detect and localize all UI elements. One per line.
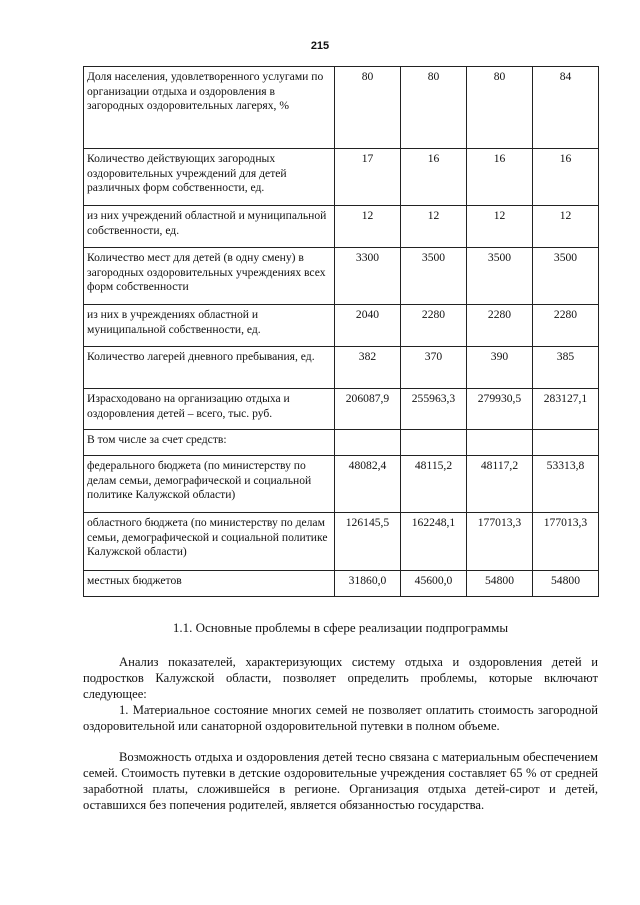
row-value: 53313,8 <box>533 456 599 513</box>
body-paragraph: Возможность отдыха и оздоровления детей тесно связана с материальным обеспечением семей. Стоимость путевки в детские оздоровительные учреждения составляет 65 % от средней заработной платы, сложившейся в регионе. Организация отдыха детей-сирот и детей, оставшихся без попечения родителей, является обязанностью государства. <box>83 750 598 812</box>
row-value: 126145,5 <box>335 513 401 571</box>
row-value: 3300 <box>335 248 401 305</box>
table-row <box>84 248 599 305</box>
row-value: 54800 <box>467 571 533 597</box>
table-row <box>84 430 599 456</box>
row-value: 385 <box>533 347 599 389</box>
row-value: 370 <box>401 347 467 389</box>
indicators-table <box>83 66 599 597</box>
section-heading: 1.1. Основные проблемы в сфере реализации подпрограммы <box>172 620 509 635</box>
row-value: 48115,2 <box>401 456 467 513</box>
row-value: 84 <box>533 67 599 149</box>
table-row <box>84 571 599 597</box>
row-label: из них учреждений областной и муниципальной собственности, ед. <box>84 206 335 248</box>
table-row <box>84 513 599 571</box>
row-value: 177013,3 <box>533 513 599 571</box>
row-label: Количество мест для детей (в одну смену) в загородных оздоровительных учреждениях всех форм собственности <box>84 248 335 305</box>
row-value: 2280 <box>533 305 599 347</box>
row-label: из них в учреждениях областной и муниципальной собственности, ед. <box>84 305 335 347</box>
row-label: В том числе за счет средств: <box>84 430 335 456</box>
row-value: 177013,3 <box>467 513 533 571</box>
row-value: 17 <box>335 149 401 206</box>
body-paragraph: Анализ показателей, характеризующих систему отдыха и оздоровления детей и подростков Калужской области, позволяет определить проблемы, которые включают следующее: <box>83 655 598 701</box>
row-value: 12 <box>467 206 533 248</box>
row-value: 2280 <box>467 305 533 347</box>
row-label: Количество лагерей дневного пребывания, ед. <box>84 347 335 389</box>
row-value: 3500 <box>467 248 533 305</box>
table-row <box>84 347 599 389</box>
row-value: 390 <box>467 347 533 389</box>
row-value: 16 <box>467 149 533 206</box>
row-label: Доля населения, удовлетворенного услугами по организации отдыха и оздоровления в загородных оздоровительных лагерях, % <box>84 67 335 149</box>
table-row <box>84 389 599 430</box>
row-label: областного бюджета (по министерству по делам семьи, демографической и социальной политике Калужской области) <box>84 513 335 571</box>
row-value: 283127,1 <box>533 389 599 430</box>
row-value: 162248,1 <box>401 513 467 571</box>
page-number: 215 <box>310 40 330 52</box>
row-value: 12 <box>401 206 467 248</box>
row-value: 2040 <box>335 305 401 347</box>
row-label: Количество действующих загородных оздоровительных учреждений для детей различных форм собственности, ед. <box>84 149 335 206</box>
row-value: 54800 <box>533 571 599 597</box>
row-value <box>401 430 467 456</box>
row-value: 3500 <box>401 248 467 305</box>
row-value: 279930,5 <box>467 389 533 430</box>
row-value: 80 <box>401 67 467 149</box>
row-value: 3500 <box>533 248 599 305</box>
row-value: 16 <box>401 149 467 206</box>
row-value: 80 <box>467 67 533 149</box>
body-paragraph: 1. Материальное состояние многих семей не позволяет оплатить стоимость загородной оздоровительной или санаторной оздоровительной путевки в полном объеме. <box>83 703 598 733</box>
row-value <box>335 430 401 456</box>
row-value <box>467 430 533 456</box>
row-label: Израсходовано на организацию отдыха и оздоровления детей – всего, тыс. руб. <box>84 389 335 430</box>
row-value: 12 <box>533 206 599 248</box>
row-value: 31860,0 <box>335 571 401 597</box>
table-row <box>84 67 599 149</box>
row-value: 80 <box>335 67 401 149</box>
row-value: 16 <box>533 149 599 206</box>
row-value: 255963,3 <box>401 389 467 430</box>
row-value: 12 <box>335 206 401 248</box>
row-value: 48117,2 <box>467 456 533 513</box>
row-value: 382 <box>335 347 401 389</box>
row-value: 48082,4 <box>335 456 401 513</box>
row-value: 45600,0 <box>401 571 467 597</box>
row-value <box>533 430 599 456</box>
row-value: 2280 <box>401 305 467 347</box>
row-label: местных бюджетов <box>84 571 335 597</box>
table-row <box>84 456 599 513</box>
row-label: федерального бюджета (по министерству по делам семьи, демографической и социальной политике Калужской области) <box>84 456 335 513</box>
row-value: 206087,9 <box>335 389 401 430</box>
table-row <box>84 206 599 248</box>
table-row <box>84 305 599 347</box>
table-row <box>84 149 599 206</box>
